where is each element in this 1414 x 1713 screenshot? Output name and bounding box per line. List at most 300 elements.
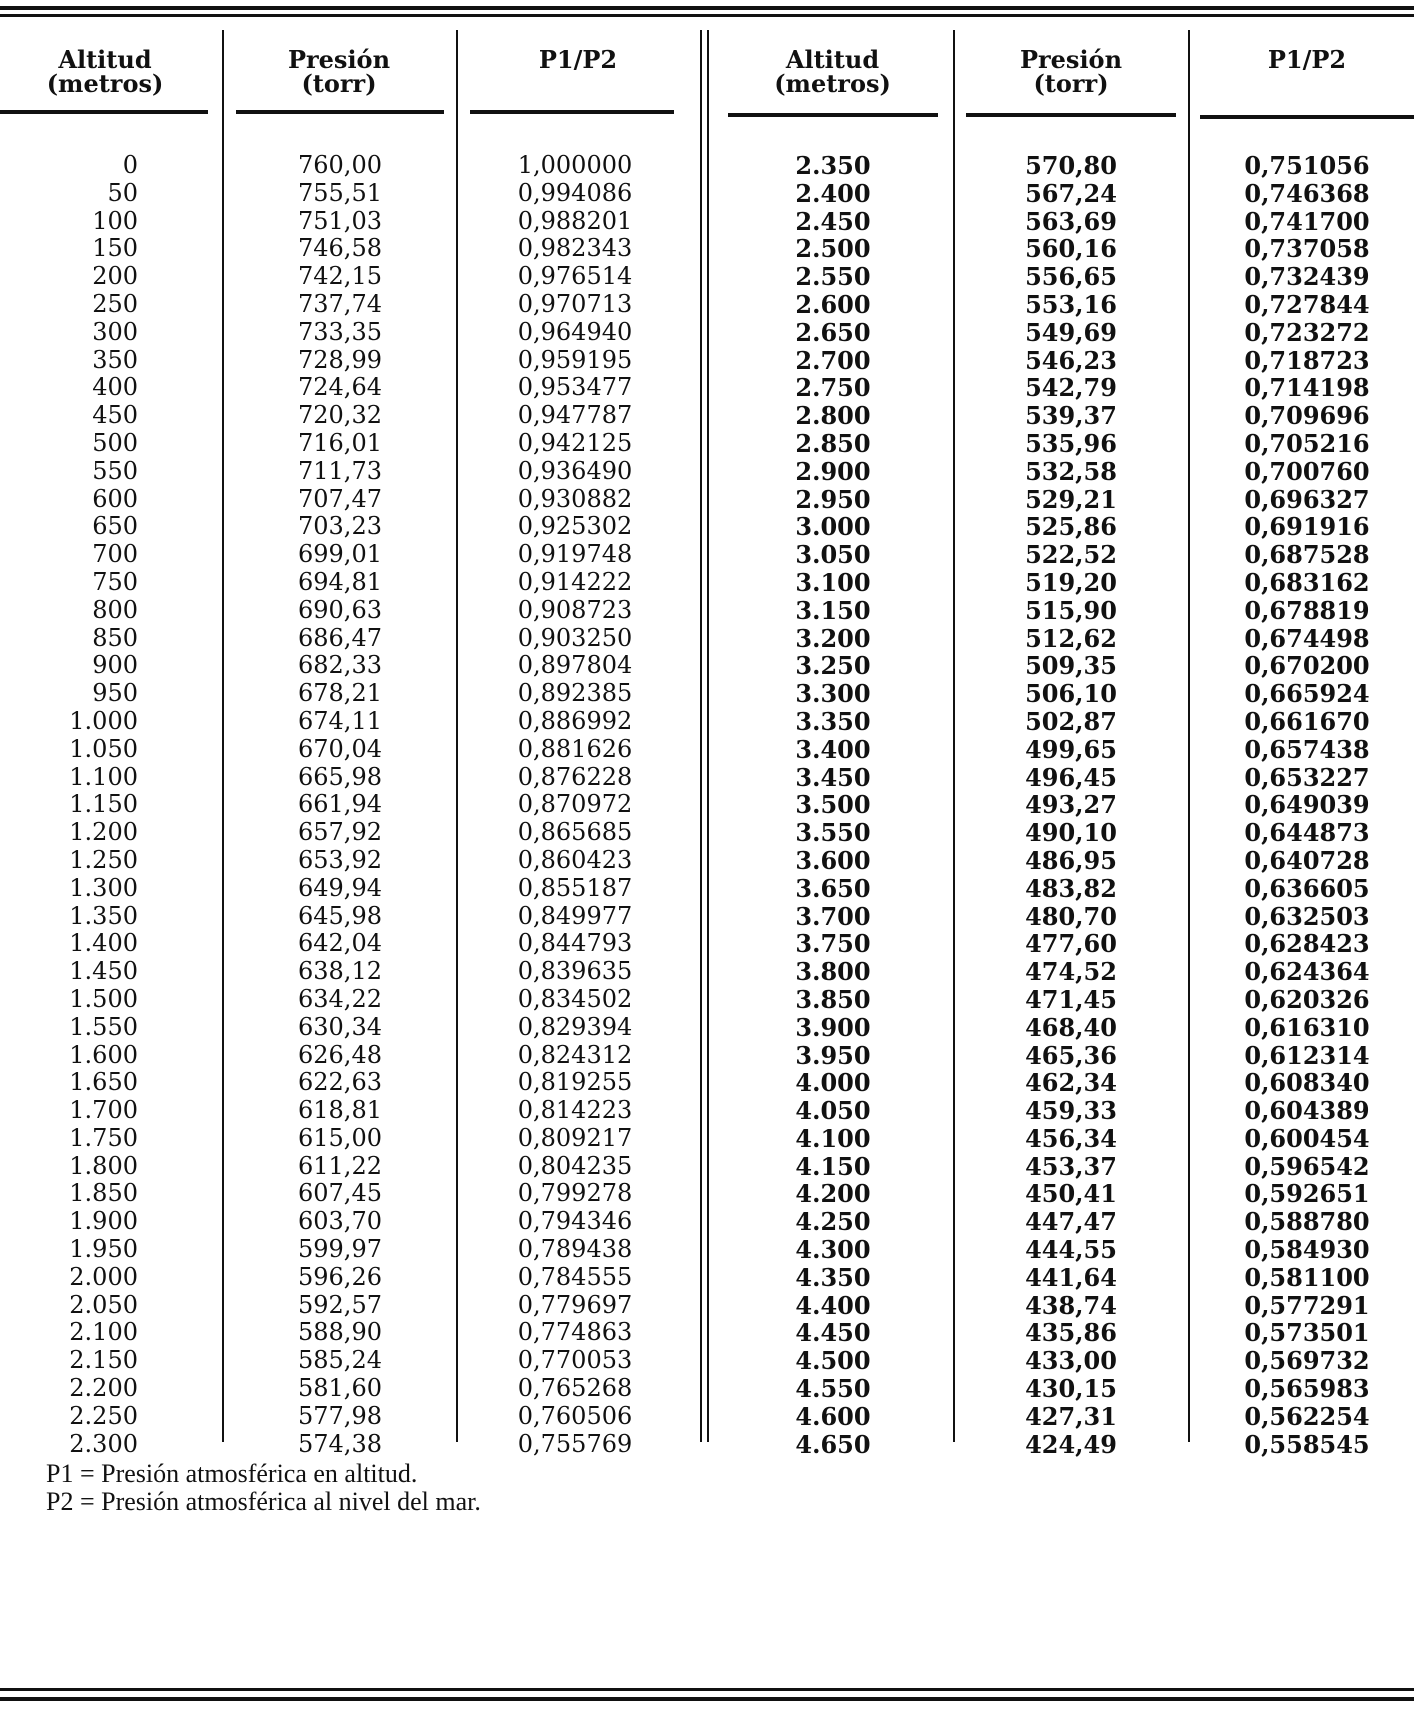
- table-cell: 1.700: [69, 1096, 138, 1125]
- table-cell: 577,98: [298, 1401, 382, 1430]
- table-cell: 532,58: [1025, 456, 1117, 486]
- table-cell: 3.800: [795, 957, 871, 987]
- table-cell: 0,860423: [517, 845, 633, 874]
- header-underline: [1200, 115, 1414, 119]
- table-cell: 3.150: [795, 595, 871, 625]
- table-cell: 592,57: [298, 1290, 382, 1319]
- table-cell: 0,947787: [517, 401, 633, 430]
- table-cell: 465,36: [1025, 1040, 1117, 1070]
- table-cell: 496,45: [1025, 762, 1117, 792]
- table-cell: 626,48: [298, 1040, 382, 1069]
- table-cell: 699,01: [298, 540, 382, 569]
- table-cell: 0,914222: [517, 567, 633, 596]
- table-cell: 0,746368: [1244, 178, 1370, 208]
- table-cell: 0,784555: [517, 1262, 633, 1291]
- table-cell: 900: [92, 651, 138, 680]
- table-cell: 657,92: [298, 818, 382, 847]
- table-cell: 1.050: [69, 734, 138, 763]
- table-cell: 755,51: [298, 178, 382, 207]
- table-cell: 0,829394: [517, 1012, 633, 1041]
- table-cell: 694,81: [298, 567, 382, 596]
- table-cell: 0,994086: [517, 178, 633, 207]
- table-cell: 4.400: [795, 1290, 871, 1320]
- table-cell: 0,674498: [1244, 623, 1370, 653]
- table-cell: 0,577291: [1244, 1290, 1370, 1320]
- table-cell: 0,942125: [517, 428, 633, 457]
- top-rule-thick: [0, 6, 1414, 10]
- table-cell: 0,824312: [517, 1040, 633, 1069]
- table-cell: 1.600: [69, 1040, 138, 1069]
- table-cell: 0,737058: [1244, 234, 1370, 264]
- table-cell: 3.400: [795, 734, 871, 764]
- table-cell: 4.550: [795, 1374, 871, 1404]
- table-cell: 493,27: [1025, 790, 1117, 820]
- table-cell: 0,723272: [1244, 317, 1370, 347]
- table-cell: 3.100: [795, 567, 871, 597]
- table-cell: 661,94: [298, 790, 382, 819]
- header-label: Presión: [1019, 45, 1123, 74]
- table-cell: 2.450: [795, 206, 871, 236]
- table-cell: 0,870972: [517, 790, 633, 819]
- divider-2: [456, 30, 458, 1442]
- header-label: P1/P2: [538, 45, 618, 74]
- table-cell: 0,608340: [1244, 1068, 1370, 1098]
- table-cell: 424,49: [1025, 1429, 1117, 1459]
- table-cell: 0,588780: [1244, 1207, 1370, 1237]
- header-label: Altitud: [58, 45, 152, 74]
- table-cell: 2.800: [795, 401, 871, 431]
- table-cell: 0,592651: [1244, 1179, 1370, 1209]
- table-cell: 0,628423: [1244, 929, 1370, 959]
- table-cell: 1.100: [69, 762, 138, 791]
- table-cell: 0,903250: [517, 623, 633, 652]
- table-cell: 1.350: [69, 901, 138, 930]
- table-cell: 665,98: [298, 762, 382, 791]
- header-underline: [966, 113, 1176, 117]
- table-cell: 0,751056: [1244, 151, 1370, 180]
- table-cell: 618,81: [298, 1096, 382, 1125]
- table-cell: 728,99: [298, 345, 382, 374]
- table-cell: 0,604389: [1244, 1096, 1370, 1126]
- table-cell: 0,819255: [517, 1068, 633, 1097]
- table-cell: 3.950: [795, 1040, 871, 1070]
- table-cell: 0,705216: [1244, 428, 1370, 458]
- table-cell: 622,63: [298, 1068, 382, 1097]
- table-cell: 50: [107, 178, 138, 207]
- table-cell: 2.300: [69, 1429, 138, 1458]
- table-cell: 0,849977: [517, 901, 633, 930]
- footnotes: [46, 1460, 481, 1516]
- table-cell: 4.300: [795, 1235, 871, 1265]
- table-cell: 0,644873: [1244, 818, 1370, 848]
- table-cell: 3.650: [795, 873, 871, 903]
- table-cell: 0,982343: [517, 234, 633, 263]
- table-cell: 522,52: [1025, 540, 1117, 570]
- table-cell: 2.050: [69, 1290, 138, 1319]
- table-cell: 0,687528: [1244, 540, 1370, 570]
- table-cell: 2.950: [795, 484, 871, 514]
- table-cell: 0,718723: [1244, 345, 1370, 375]
- table-cell: 1.750: [69, 1123, 138, 1152]
- table-cell: 0: [122, 151, 138, 179]
- table-cell: 1.900: [69, 1207, 138, 1236]
- table-cell: 0,953477: [517, 373, 633, 402]
- table-cell: 0,970713: [517, 289, 633, 318]
- table-cell: 0,649039: [1244, 790, 1370, 820]
- table-cell: 499,65: [1025, 734, 1117, 764]
- table-cell: 1,000000: [517, 151, 633, 179]
- table-cell: 3.750: [795, 929, 871, 959]
- table-cell: 716,01: [298, 428, 382, 457]
- header-ratio-left: [468, 45, 688, 74]
- table-cell: 3.500: [795, 790, 871, 820]
- table-cell: 444,55: [1025, 1235, 1117, 1265]
- table-cell: 0,665924: [1244, 679, 1370, 709]
- table-cell: 542,79: [1025, 373, 1117, 403]
- table-cell: 441,64: [1025, 1262, 1117, 1292]
- table-cell: 0,908723: [517, 595, 633, 624]
- table-cell: 0,732439: [1244, 262, 1370, 292]
- table-cell: 433,00: [1025, 1346, 1117, 1376]
- table-cell: 0,657438: [1244, 734, 1370, 764]
- table-cell: 519,20: [1025, 567, 1117, 597]
- table-cell: 0,755769: [517, 1429, 633, 1458]
- table-cell: 525,86: [1025, 512, 1117, 542]
- table-cell: 682,33: [298, 651, 382, 680]
- table-cell: 0,558545: [1244, 1429, 1370, 1459]
- table-cell: 4.200: [795, 1179, 871, 1209]
- table-cell: 800: [92, 595, 138, 624]
- table-cell: 2.350: [795, 151, 871, 180]
- table-cell: 737,74: [298, 289, 382, 318]
- table-cell: 0,584930: [1244, 1235, 1370, 1265]
- table-cell: 474,52: [1025, 957, 1117, 987]
- table-cell: 650: [92, 512, 138, 541]
- table-cell: 0,959195: [517, 345, 633, 374]
- table-cell: 3.600: [795, 845, 871, 875]
- table-cell: 0,727844: [1244, 289, 1370, 319]
- table-cell: 0,844793: [517, 929, 633, 958]
- table-cell: 0,865685: [517, 818, 633, 847]
- table-cell: 4.350: [795, 1262, 871, 1292]
- header-ratio-right: [1200, 45, 1414, 74]
- table-cell: 0,804235: [517, 1151, 633, 1180]
- table-cell: 0,691916: [1244, 512, 1370, 542]
- bottom-rule-thick: [0, 1697, 1414, 1701]
- table-cell: 0,794346: [517, 1207, 633, 1236]
- right-altitud-column: [728, 152, 938, 1458]
- table-cell: 512,62: [1025, 623, 1117, 653]
- table-cell: 4.450: [795, 1318, 871, 1348]
- right-presion-column: [966, 152, 1176, 1458]
- divider-center-b: [707, 30, 709, 1442]
- table-cell: 486,95: [1025, 845, 1117, 875]
- table-cell: 0,839635: [517, 957, 633, 986]
- table-cell: 2.850: [795, 428, 871, 458]
- table-cell: 588,90: [298, 1318, 382, 1347]
- table-cell: 0,988201: [517, 206, 633, 235]
- table-cell: 453,37: [1025, 1151, 1117, 1181]
- divider-4: [953, 30, 955, 1442]
- table-cell: 4.650: [795, 1429, 871, 1459]
- table-cell: 1.200: [69, 818, 138, 847]
- table-cell: 4.600: [795, 1401, 871, 1431]
- table-cell: 3.850: [795, 984, 871, 1014]
- table-cell: 742,15: [298, 262, 382, 291]
- table-cell: 0,653227: [1244, 762, 1370, 792]
- table-cell: 2.100: [69, 1318, 138, 1347]
- table-cell: 1.550: [69, 1012, 138, 1041]
- header-presion-left: [234, 45, 444, 98]
- table-cell: 0,714198: [1244, 373, 1370, 403]
- header-label: Presión: [287, 45, 391, 74]
- table-cell: 0,620326: [1244, 984, 1370, 1014]
- table-cell: 686,47: [298, 623, 382, 652]
- header-underline: [728, 113, 938, 117]
- table-cell: 450,41: [1025, 1179, 1117, 1209]
- note-p1: P1 = Presión atmosférica en altitud.: [46, 1459, 418, 1488]
- table-cell: 599,97: [298, 1235, 382, 1264]
- table-cell: 2.750: [795, 373, 871, 403]
- table-cell: 0,562254: [1244, 1401, 1370, 1431]
- table-cell: 0,670200: [1244, 651, 1370, 681]
- table-cell: 3.550: [795, 818, 871, 848]
- table-cell: 539,37: [1025, 401, 1117, 431]
- table-cell: 642,04: [298, 929, 382, 958]
- table-cell: 638,12: [298, 957, 382, 986]
- table-cell: 535,96: [1025, 428, 1117, 458]
- table-cell: 560,16: [1025, 234, 1117, 264]
- table-cell: 459,33: [1025, 1096, 1117, 1126]
- table-cell: 0,569732: [1244, 1346, 1370, 1376]
- table-cell: 4.050: [795, 1096, 871, 1126]
- table-cell: 751,03: [298, 206, 382, 235]
- table-cell: 0,573501: [1244, 1318, 1370, 1348]
- table-cell: 1.300: [69, 873, 138, 902]
- left-ratio-column: [470, 152, 680, 1458]
- header-label: Altitud: [785, 45, 880, 74]
- table-cell: 1.000: [69, 706, 138, 735]
- table-cell: 400: [92, 373, 138, 402]
- table-cell: 4.000: [795, 1068, 871, 1098]
- table-cell: 707,47: [298, 484, 382, 513]
- table-cell: 1.800: [69, 1151, 138, 1180]
- table-cell: 611,22: [298, 1151, 382, 1180]
- table-cell: 607,45: [298, 1179, 382, 1208]
- table-cell: 596,26: [298, 1262, 382, 1291]
- table-cell: 477,60: [1025, 929, 1117, 959]
- table-cell: 2.150: [69, 1346, 138, 1375]
- left-presion-column: [236, 152, 444, 1458]
- table-cell: 700: [92, 540, 138, 569]
- table-cell: 0,700760: [1244, 456, 1370, 486]
- table-cell: 0,892385: [517, 679, 633, 708]
- table-cell: 760,00: [298, 151, 382, 179]
- table-cell: 4.150: [795, 1151, 871, 1181]
- table-cell: 0,774863: [517, 1318, 633, 1347]
- divider-1: [222, 30, 224, 1442]
- table-cell: 634,22: [298, 984, 382, 1013]
- table-cell: 1.500: [69, 984, 138, 1013]
- note-p2: P2 = Presión atmosférica al nivel del mar.: [46, 1487, 481, 1516]
- table-cell: 0,624364: [1244, 957, 1370, 987]
- table-cell: 0,799278: [517, 1179, 633, 1208]
- header-unit: (metros): [774, 69, 891, 98]
- table-cell: 3.450: [795, 762, 871, 792]
- table-cell: 4.250: [795, 1207, 871, 1237]
- table-cell: 581,60: [298, 1374, 382, 1403]
- table-cell: 150: [92, 234, 138, 263]
- table-cell: 585,24: [298, 1346, 382, 1375]
- table-cell: 483,82: [1025, 873, 1117, 903]
- table-cell: 2.200: [69, 1374, 138, 1403]
- table-cell: 570,80: [1025, 151, 1117, 180]
- table-cell: 509,35: [1025, 651, 1117, 681]
- table-cell: 529,21: [1025, 484, 1117, 514]
- table-cell: 674,11: [298, 706, 382, 735]
- header-unit: (metros): [46, 69, 164, 98]
- table-cell: 0,709696: [1244, 401, 1370, 431]
- top-rule-thin: [0, 14, 1414, 17]
- table-cell: 690,63: [298, 595, 382, 624]
- table-cell: 1.250: [69, 845, 138, 874]
- table-cell: 0,976514: [517, 262, 633, 291]
- table-cell: 0,881626: [517, 734, 633, 763]
- header-altitud-right: [725, 45, 940, 98]
- table-cell: 468,40: [1025, 1012, 1117, 1042]
- table-cell: 500: [92, 428, 138, 457]
- table-cell: 670,04: [298, 734, 382, 763]
- table-cell: 546,23: [1025, 345, 1117, 375]
- header-presion-right: [965, 45, 1177, 98]
- table-cell: 502,87: [1025, 706, 1117, 736]
- table-cell: 0,678819: [1244, 595, 1370, 625]
- table-cell: 556,65: [1025, 262, 1117, 292]
- table-cell: 711,73: [298, 456, 382, 485]
- table-cell: 1.450: [69, 957, 138, 986]
- table-cell: 2.600: [795, 289, 871, 319]
- table-cell: 2.400: [795, 178, 871, 208]
- table-cell: 462,34: [1025, 1068, 1117, 1098]
- table-cell: 2.700: [795, 345, 871, 375]
- left-altitud-column: [0, 152, 138, 1458]
- table-cell: 0,886992: [517, 706, 633, 735]
- table-cell: 645,98: [298, 901, 382, 930]
- table-cell: 600: [92, 484, 138, 513]
- table-cell: 200: [92, 262, 138, 291]
- table-cell: 427,31: [1025, 1401, 1117, 1431]
- table-cell: 1.850: [69, 1179, 138, 1208]
- table-cell: 435,86: [1025, 1318, 1117, 1348]
- table-cell: 0,741700: [1244, 206, 1370, 236]
- table-cell: 1.400: [69, 929, 138, 958]
- table-cell: 574,38: [298, 1429, 382, 1458]
- table-cell: 950: [92, 679, 138, 708]
- table-cell: 2.000: [69, 1262, 138, 1291]
- table-cell: 350: [92, 345, 138, 374]
- table-cell: 0,809217: [517, 1123, 633, 1152]
- table-cell: 615,00: [298, 1123, 382, 1152]
- table-cell: 300: [92, 317, 138, 346]
- table-cell: 4.500: [795, 1346, 871, 1376]
- table-cell: 2.500: [795, 234, 871, 264]
- header-altitud-left: [0, 45, 210, 98]
- table-cell: 724,64: [298, 373, 382, 402]
- table-cell: 0,760506: [517, 1401, 633, 1430]
- table-cell: 0,612314: [1244, 1040, 1370, 1070]
- divider-center-a: [700, 30, 702, 1442]
- table-cell: 3.350: [795, 706, 871, 736]
- table-cell: 1.650: [69, 1068, 138, 1097]
- table-cell: 0,897804: [517, 651, 633, 680]
- table-cell: 649,94: [298, 873, 382, 902]
- table-cell: 3.000: [795, 512, 871, 542]
- table-cell: 471,45: [1025, 984, 1117, 1014]
- table-cell: 447,47: [1025, 1207, 1117, 1237]
- table-cell: 0,919748: [517, 540, 633, 569]
- right-ratio-column: [1200, 152, 1414, 1458]
- table-cell: 630,34: [298, 1012, 382, 1041]
- table-cell: 0,632503: [1244, 901, 1370, 931]
- table-cell: 0,696327: [1244, 484, 1370, 514]
- table-cell: 550: [92, 456, 138, 485]
- table-cell: 450: [92, 401, 138, 430]
- table-cell: 0,789438: [517, 1235, 633, 1264]
- table-cell: 506,10: [1025, 679, 1117, 709]
- table-cell: 2.250: [69, 1401, 138, 1430]
- table-cell: 2.900: [795, 456, 871, 486]
- table-cell: 0,770053: [517, 1346, 633, 1375]
- header-underline: [470, 110, 674, 114]
- table-cell: 0,661670: [1244, 706, 1370, 736]
- table-cell: 480,70: [1025, 901, 1117, 931]
- table-cell: 746,58: [298, 234, 382, 263]
- table-cell: 703,23: [298, 512, 382, 541]
- table-cell: 3.200: [795, 623, 871, 653]
- header-unit: (torr): [301, 69, 377, 98]
- table-cell: 0,779697: [517, 1290, 633, 1319]
- table-cell: 0,814223: [517, 1096, 633, 1125]
- table-cell: 0,765268: [517, 1374, 633, 1403]
- table-cell: 678,21: [298, 679, 382, 708]
- header-unit: (torr): [1033, 69, 1109, 98]
- table-cell: 250: [92, 289, 138, 318]
- table-cell: 1.150: [69, 790, 138, 819]
- table-cell: 0,936490: [517, 456, 633, 485]
- table-cell: 0,600454: [1244, 1123, 1370, 1153]
- table-cell: 3.050: [795, 540, 871, 570]
- table-cell: 563,69: [1025, 206, 1117, 236]
- table-cell: 553,16: [1025, 289, 1117, 319]
- header-underline: [0, 110, 208, 114]
- table-cell: 2.550: [795, 262, 871, 292]
- table-cell: 3.300: [795, 679, 871, 709]
- table-cell: 0,616310: [1244, 1012, 1370, 1042]
- table-cell: 733,35: [298, 317, 382, 346]
- table-cell: 3.250: [795, 651, 871, 681]
- table-cell: 0,925302: [517, 512, 633, 541]
- table-cell: 0,636605: [1244, 873, 1370, 903]
- table-cell: 850: [92, 623, 138, 652]
- table-cell: 3.700: [795, 901, 871, 931]
- table-cell: 515,90: [1025, 595, 1117, 625]
- table-cell: 0,964940: [517, 317, 633, 346]
- table-cell: 0,683162: [1244, 567, 1370, 597]
- table-cell: 0,834502: [517, 984, 633, 1013]
- table-cell: 0,581100: [1244, 1262, 1370, 1292]
- bottom-rule-thin: [0, 1688, 1414, 1691]
- header-underline: [236, 110, 444, 114]
